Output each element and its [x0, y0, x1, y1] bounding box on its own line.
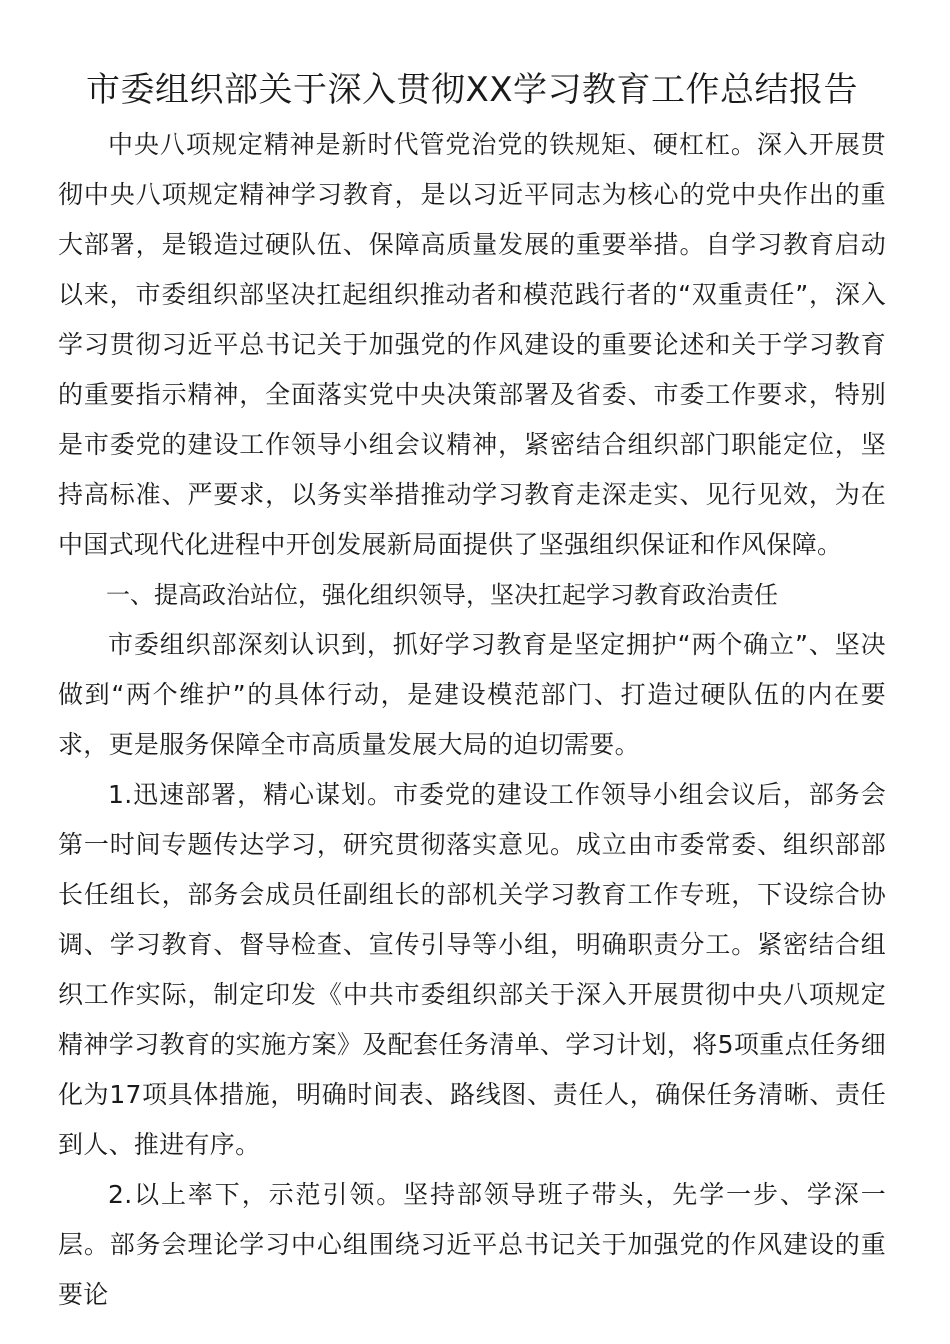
item-2-paragraph: 2.以上率下，示范引领。坚持部领导班子带头，先学一步、学深一层。部务会理论学习中心组围绕习近平总书记关于加强党的作风建设的重要论: [58, 1180, 886, 1309]
intro-paragraph: 中央八项规定精神是新时代管党治党的铁规矩、硬杠杠。深入开展贯彻中央八项规定精神学习教育，是以习近平同志为核心的党中央作出的重大部署，是锻造过硬队伍、保障高质量发展的重要举措。自学习教育启动以来，市委组织部坚决扛起组织推动者和模范践行者的“双重责任”，深入学习贯彻习近平总书记关于加强党的作风建设的重要论述和关于学习教育的重要指示精神，全面落实党中央决策部署及省委、市委工作要求，特别是市委党的建设工作领导小组会议精神，紧密结合组织部门职能定位，坚持高标准、严要求，以务实举措推动学习教育走深走实、见行见效，为在中国式现代化进程中开创发展新局面提供了坚强组织保证和作风保障。: [58, 130, 886, 559]
item-1-paragraph: 1.迅速部署，精心谋划。市委党的建设工作领导小组会议后，部务会第一时间专题传达学习，研究贯彻落实意见。成立由市委常委、组织部部长任组长，部务会成员任副组长的部机关学习教育工作专班，下设综合协调、学习教育、督导检查、宣传引导等小组，明确职责分工。紧密结合组织工作实际，制定印发《中共市委组织部关于深入开展贯彻中央八项规定精神学习教育的实施方案》及配套任务清单、学习计划，将5项重点任务细化为17项具体措施，明确时间表、路线图、责任人，确保任务清晰、责任到人、推进有序。: [58, 780, 886, 1159]
section-1-paragraph: 市委组织部深刻认识到，抓好学习教育是坚定拥护“两个确立”、坚决做到“两个维护”的具体行动，是建设模范部门、打造过硬队伍的内在要求，更是服务保障全市高质量发展大局的迫切需要。: [58, 630, 886, 759]
section-heading-1: 一、提高政治站位，强化组织领导，坚决扛起学习教育政治责任: [106, 581, 778, 609]
document-title: 市委组织部关于深入贯彻XX学习教育工作总结报告: [85, 70, 859, 110]
